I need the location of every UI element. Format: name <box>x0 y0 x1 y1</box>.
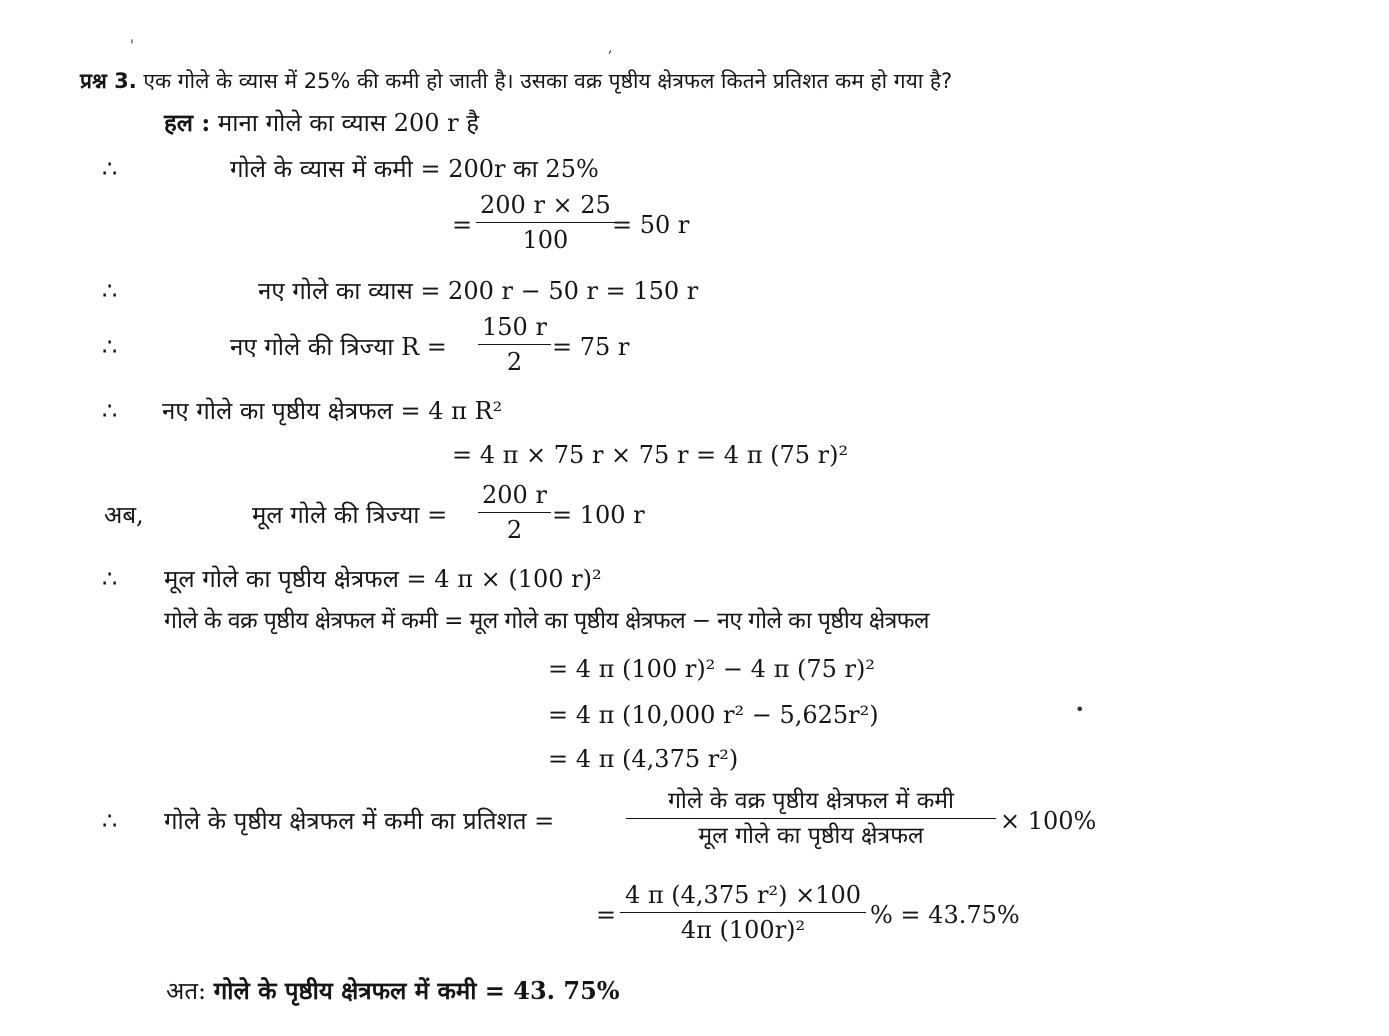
therefore-symbol: ∴ <box>102 807 118 835</box>
step-3: = 4 π (4,375 r²) <box>548 745 739 773</box>
answer-prefix: अत: <box>166 977 207 1005</box>
fraction-denominator: 100 <box>522 226 569 254</box>
fraction-denominator: 2 <box>506 516 523 544</box>
final-result: % = 43.75% <box>870 901 1020 929</box>
percent-lhs: गोले के पृष्ठीय क्षेत्रफल में कमी का प्रतिशत = <box>164 807 555 835</box>
therefore-symbol: ∴ <box>102 565 118 593</box>
scan-mark: • <box>1075 700 1085 719</box>
scan-mark: ' <box>130 38 134 54</box>
question-label: प्रश्न 3. <box>80 69 137 93</box>
step-1: = 4 π (100 r)² − 4 π (75 r)² <box>548 655 875 683</box>
orig-radius-result: = 100 r <box>552 501 645 529</box>
fraction-percent <box>626 786 996 851</box>
fraction-new-radius <box>478 312 551 377</box>
new-area: नए गोले का पृष्ठीय क्षेत्रफल = 4 π R² <box>162 397 503 425</box>
new-radius-lhs: नए गोले की त्रिज्या R = <box>230 333 447 361</box>
diameter-decrease: गोले के व्यास में कमी = 200r का 25% <box>230 155 599 183</box>
new-area-continued: = 4 π × 75 r × 75 r = 4 π (75 r)² <box>452 441 849 469</box>
intro-text: माना गोले का व्यास 200 r है <box>217 109 479 137</box>
solution-intro <box>164 108 479 138</box>
fraction-orig-radius <box>478 480 551 545</box>
scan-mark: , <box>608 40 613 56</box>
therefore-symbol: ∴ <box>102 333 118 361</box>
question-text: एक गोले के व्यास में 25% की कमी हो जाती है। उसका वक्र पृष्ठीय क्षेत्रफल कितने प्रतिशत कम हो गया है? <box>143 69 953 93</box>
fraction-denominator: 2 <box>506 348 523 376</box>
equals-sign: = <box>596 901 617 929</box>
fraction-numerator: 150 r <box>478 312 551 345</box>
new-radius-result: = 75 r <box>552 333 630 361</box>
answer-line <box>166 976 620 1006</box>
question-line <box>80 66 952 96</box>
fraction-result: = 50 r <box>612 211 690 239</box>
fraction-final <box>620 880 866 945</box>
new-diameter: नए गोले का व्यास = 200 r − 50 r = 150 r <box>258 277 699 305</box>
therefore-symbol: ∴ <box>102 277 118 305</box>
fraction-numerator: 4 π (4,375 r²) ×100 <box>620 880 866 913</box>
fraction-denominator: मूल गोले का पृष्ठीय क्षेत्रफल <box>698 823 924 849</box>
step-2: = 4 π (10,000 r² − 5,625r²) <box>548 701 879 729</box>
therefore-symbol: ∴ <box>102 155 118 183</box>
ab-word: अब, <box>104 501 144 529</box>
percent-multiplier: × 100% <box>1000 807 1097 835</box>
orig-area: मूल गोले का पृष्ठीय क्षेत्रफल = 4 π × (100 r)² <box>164 565 602 593</box>
answer-text: गोले के पृष्ठीय क्षेत्रफल में कमी = 43. 75% <box>213 976 620 1005</box>
fraction-denominator: 4π (100r)² <box>680 916 806 944</box>
fraction-decrease <box>476 190 615 255</box>
therefore-symbol: ∴ <box>102 397 118 425</box>
orig-radius-lhs: मूल गोले की त्रिज्या = <box>252 501 448 529</box>
fraction-numerator: 200 r <box>478 480 551 513</box>
fraction-numerator: 200 r × 25 <box>476 190 615 223</box>
equals-sign: = <box>452 211 473 239</box>
decrease-definition: गोले के वक्र पृष्ठीय क्षेत्रफल में कमी = मूल गोले का पृष्ठीय क्षेत्रफल − नए गोले का पृष्ठीय क्षेत्रफल <box>164 608 929 634</box>
fraction-numerator: गोले के वक्र पृष्ठीय क्षेत्रफल में कमी <box>626 786 996 819</box>
solution-label: हल : <box>164 108 211 137</box>
